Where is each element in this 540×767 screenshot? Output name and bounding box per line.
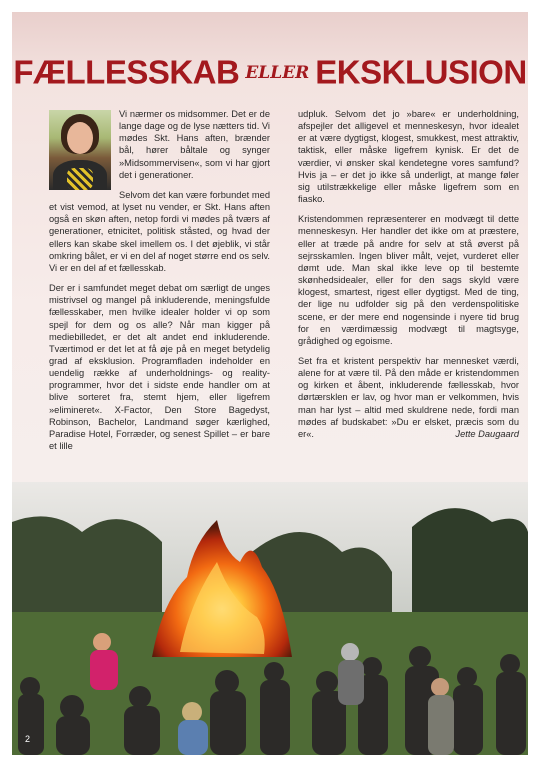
author-name: Jette Daugaard: [455, 429, 519, 440]
article-paragraph-3b: udpluk. Selvom det jo »bare« er underholdning, afspejler det alligevel et menneskesyn, hvor idealet er at være dygtigst, klogest, smukkest, mest attraktiv, taktisk, eller måske ligefrem kynisk. Er det de værdier, vi ønsker skal kendetegne vores samfund? Hvis ja – er det jo ikke så underligt, at mange føler sig utilstrækkelige eller måske ligefrem som en fiasko.: [298, 109, 519, 205]
page-number: 2: [25, 734, 31, 744]
article-paragraph-4: Kristendommen repræsenterer en modvægt til dette menneskesyn. Her handler det ikke om at præstere, eller at træde på andre for selv at stå øverst på sejrsskamlen. Ingen bliver målt, vejet, vurderet eller dømt ude. Man skal ikke leve op til bestemte skønhedsidealer, eller for den sags skyld være klogest, smartest, rigest eller dygtigst. Med de ting, der lige nu udfolder sig på den verdenspolitiske scene, er der mere end nogensinde i nyere tid brug for en værdimæssig modvægt til magtsyge, grådighed og egoisme.: [298, 214, 519, 346]
article-column-left: [49, 108, 270, 452]
title-part-2: ELLER: [245, 62, 310, 83]
magazine-page: [12, 12, 528, 755]
article-column-right: [298, 108, 519, 440]
author-signature: [298, 428, 519, 440]
article-paragraph-5-text: Set fra et kristent perspektiv har mennesket værdi, alene for at være til. På den måde er kristendommen og kirken et åbent, inkluderende fællesskab, hvor dørtærsklen er lav, og hvor man er velkommen, hvis man har lyst – altid med skuldrene nede, fordi man mødes af budskabet: »Du er elsket, præcis som du er«.: [298, 355, 519, 439]
article-paragraph-5: [298, 355, 519, 440]
title-part-3: EKSKLUSION: [315, 53, 527, 91]
article-title: [12, 52, 528, 92]
portrait-photo: [49, 110, 111, 190]
title-part-1: FÆLLESSKAB: [13, 53, 240, 91]
bonfire-photo: [12, 482, 528, 755]
article-paragraph-3a: Der er i samfundet meget debat om særligt de unges mistrivsel og mangel på inkluderende, meningsfulde fællesskaber, men hvilke idealer holder vi op som spejl for dem og os alle? Når man kigger på mediebilledet, er det alt andet end inkluderende. Tværtimod er det let at få øje på en meget betydelig grad af eksklusion. Programfladen indeholder en uendelig række af underholdnings- og reality-programmer, hvor det i sidste ende handler om at blive sorteret fra, stemt hjem, eller ligefrem »elimineret«. X-Factor, Den Store Bagedyst, Robinson, Bachelor, Landmand søger kærlighed, Paradise Hotel, Forræder, og senest Spillet – er bare et lille: [49, 283, 270, 452]
article-paragraph-1: Vi nærmer os midsommer. Det er de lange dage og de lyse nætters tid. Vi mødes Skt. Hans aften, brænder bål, hører båltale og synger »Midsommervisen«, som vi har gjort det i generationer.: [119, 109, 270, 180]
article-paragraph-2: Selvom det kan være forbundet med et vist vemod, at lyset nu vender, er Skt. Hans aften også en skøn aften, netop fordi vi mødes på tværs af generationer, etnicitet, politisk ståsted, og hvad der ellers kan skabe skel imellem os. I det øjeblik, vi står omkring bålet, er vi en del af noget større end os selv. Vi er en del af et fællesskab.: [49, 189, 270, 273]
